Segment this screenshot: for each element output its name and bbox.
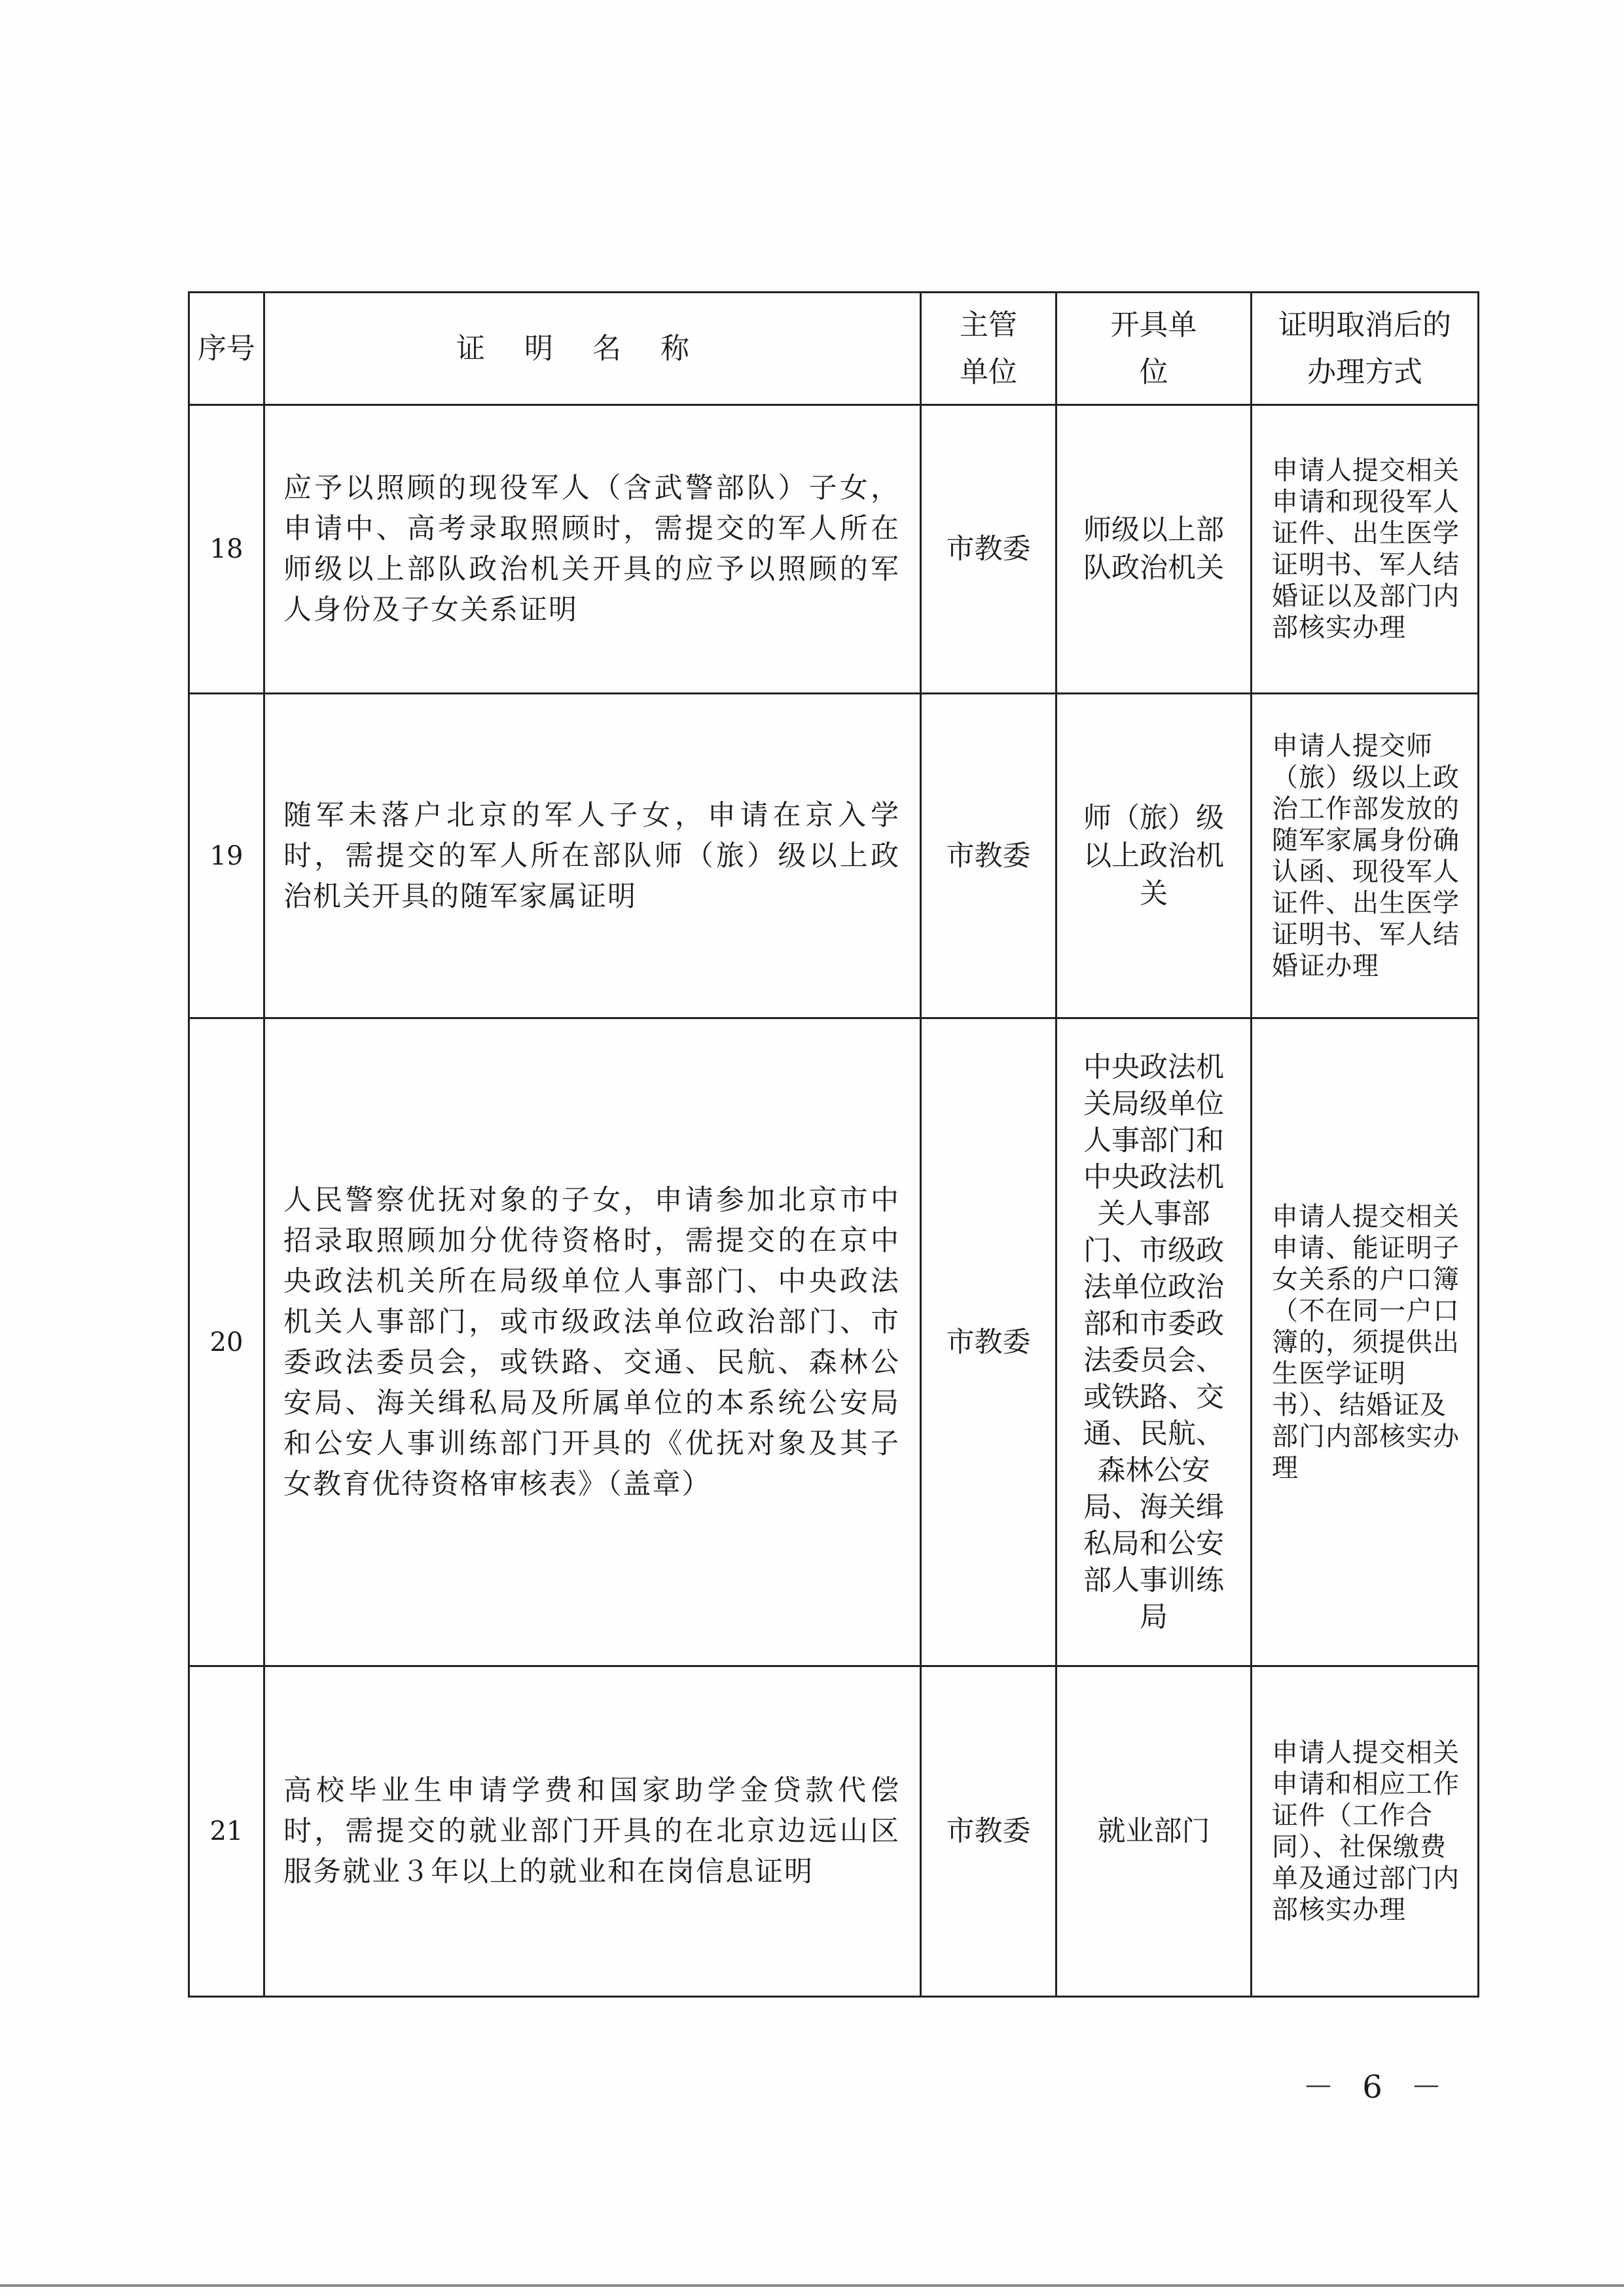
row-issuer: 师级以上部队政治机关 xyxy=(1056,405,1252,694)
certificate-table xyxy=(188,291,1479,1998)
scan-edge-line xyxy=(0,2284,1624,2287)
table-row xyxy=(189,1018,1479,1666)
row-issuer: 中央政法机关局级单位人事部门和中央政法机关人事部门、市级政法单位政治部和市委政法委员会、或铁路、交通、民航、森林公安局、海关缉私局和公安部人事训练局 xyxy=(1056,1018,1252,1666)
row-certificate-name: 随军未落户北京的军人子女，申请在京入学时，需提交的军人所在部队师（旅）级以上政治机关开具的随军家属证明 xyxy=(264,694,921,1018)
table-row xyxy=(189,405,1479,694)
header-issuer: 开具单位 xyxy=(1056,293,1252,405)
header-name: 证明名称 xyxy=(264,293,921,405)
row-certificate-name: 高校毕业生申请学费和国家助学金贷款代偿时，需提交的就业部门开具的在北京边远山区服务就业３年以上的就业和在岗信息证明 xyxy=(264,1666,921,1997)
table-row xyxy=(189,1666,1479,1997)
row-certificate-name: 人民警察优抚对象的子女，申请参加北京市中招录取照顾加分优待资格时，需提交的在京中央政法机关所在局级单位人事部门、中央政法机关人事部门，或市级政法单位政治部门、市委政法委员会，或铁路、交通、民航、森林公安局、海关缉私局及所属单位的本系统公安局和公安人事训练部门开具的《优抚对象及其子女教育优待资格审核表》（盖章） xyxy=(264,1018,921,1666)
table-row xyxy=(189,694,1479,1018)
row-seq: 18 xyxy=(189,405,264,694)
row-dept: 市教委 xyxy=(921,405,1056,694)
row-certificate-name: 应予以照顾的现役军人（含武警部队）子女，申请中、高考录取照顾时，需提交的军人所在师级以上部队政治机关开具的应予以照顾的军人身份及子女关系证明 xyxy=(264,405,921,694)
row-method: 申请人提交相关申请和现役军人证件、出生医学证明书、军人结婚证以及部门内部核实办理 xyxy=(1252,405,1479,694)
row-method: 申请人提交相关申请、能证明子女关系的户口簿（不在同一户口簿的，须提供出生医学证明书）、结婚证及部门内部核实办理 xyxy=(1252,1018,1479,1666)
row-issuer: 师（旅）级以上政治机关 xyxy=(1056,694,1252,1018)
row-seq: 21 xyxy=(189,1666,264,1997)
row-issuer: 就业部门 xyxy=(1056,1666,1252,1997)
row-dept: 市教委 xyxy=(921,1666,1056,1997)
header-seq: 序号 xyxy=(189,293,264,405)
header-method: 证明取消后的办理方式 xyxy=(1252,293,1479,405)
row-method: 申请人提交相关申请和相应工作证件（工作合同）、社保缴费单及通过部门内部核实办理 xyxy=(1252,1666,1479,1997)
row-method: 申请人提交师（旅）级以上政治工作部发放的随军家属身份确认函、现役军人证件、出生医学证明书、军人结婚证办理 xyxy=(1252,694,1479,1018)
row-dept: 市教委 xyxy=(921,1018,1056,1666)
header-dept: 主管单位 xyxy=(921,293,1056,405)
page-number: － 6 － xyxy=(1303,2069,1452,2106)
row-dept: 市教委 xyxy=(921,694,1056,1018)
row-seq: 19 xyxy=(189,694,264,1018)
table-header-row xyxy=(189,293,1479,405)
row-seq: 20 xyxy=(189,1018,264,1666)
